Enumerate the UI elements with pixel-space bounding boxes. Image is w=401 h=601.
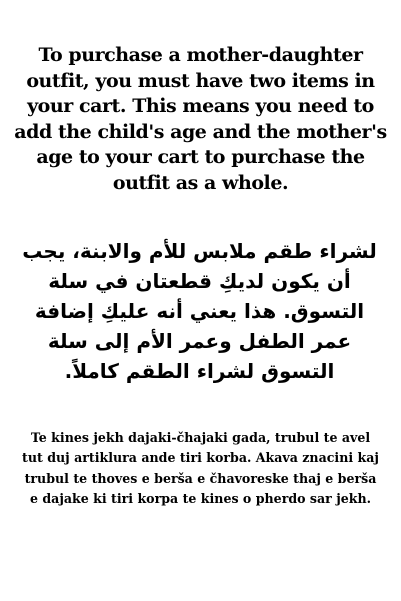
arabic-instructions: لشراء طقم ملابس للأم والابنة، يجب أن يكون لديكِ قطعتان في سلة التسوق. هذا يعني أنه عليكِ إضافة عمر الطفل وعمر الأم إلى سلة التسوق لشراء الطقم كاملاً. bbox=[22, 239, 377, 383]
english-instructions: To purchase a mother-daughter outfit, you must have two items in your cart. This means you need to add the child's age and the mother's age to your cart to purchase the outfit as a whole. bbox=[14, 44, 387, 194]
romani-instructions: Te kines jekh dajaki-čhajaki gada, trubul te avel tut duj artiklura ande tiri korba. Akava znacini kaj trubul te thoves e berša e čhavoreske thaj e berša e dajake ki tiri korpa te kines o pherdo sar jekh. bbox=[22, 429, 379, 507]
